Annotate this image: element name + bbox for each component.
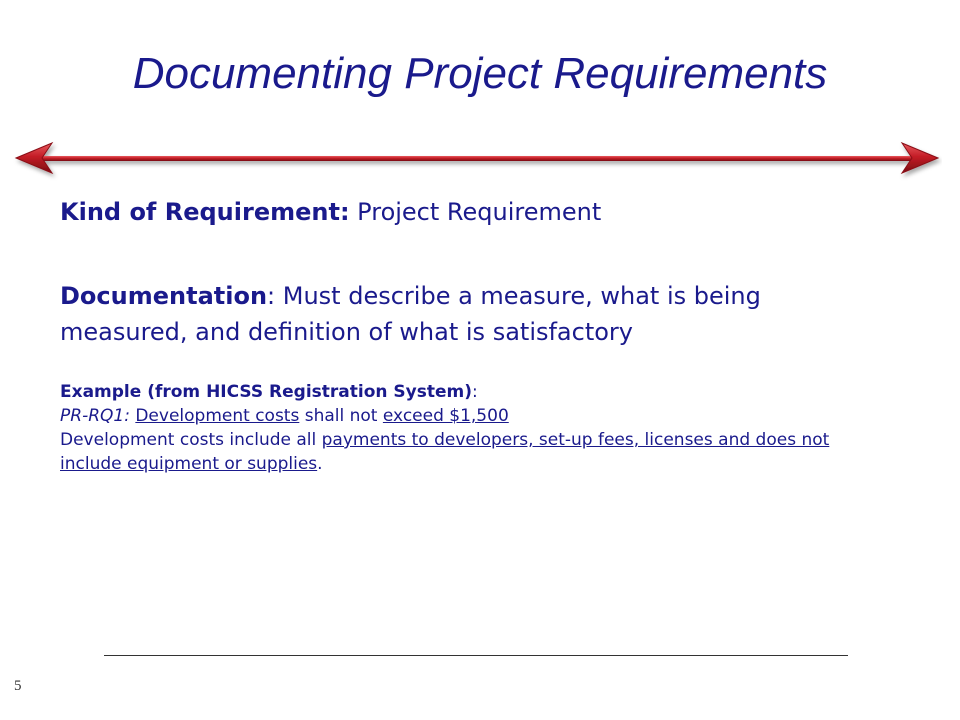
- documentation-value: : Must describe a measure, what is being measured, and definition of what is satisfactory: [60, 282, 761, 346]
- documentation-label: Documentation: [60, 282, 268, 310]
- example-block: [60, 380, 890, 476]
- slide-number: 5: [14, 678, 22, 694]
- example-heading-colon: :: [472, 382, 478, 402]
- footer-rule: [104, 655, 848, 656]
- double-arrow-divider: [12, 140, 942, 184]
- description-start: Development costs include all: [60, 430, 322, 450]
- documentation-paragraph: [60, 278, 890, 350]
- requirement-subject: Development costs: [135, 406, 300, 426]
- example-heading-line: [60, 380, 890, 404]
- requirement-middle: shall not: [299, 406, 383, 426]
- example-heading: Example (from HICSS Registration System): [60, 382, 473, 402]
- kind-label: Kind of Requirement:: [60, 198, 350, 226]
- requirement-line: [60, 404, 890, 428]
- description-underlined: payments to developers, set-up fees, licenses and does not include equipment or supplies: [60, 430, 830, 474]
- slide-title: Documenting Project Requirements: [132, 49, 828, 98]
- description-end: .: [317, 454, 323, 474]
- kind-of-requirement: [60, 196, 890, 228]
- kind-value: Project Requirement: [349, 198, 602, 226]
- requirement-limit: exceed $1,500: [382, 406, 509, 426]
- requirement-description: [60, 428, 890, 476]
- arrow-shaft: [36, 156, 920, 161]
- slide-body: [60, 196, 890, 476]
- requirement-id: PR-RQ1:: [60, 406, 130, 426]
